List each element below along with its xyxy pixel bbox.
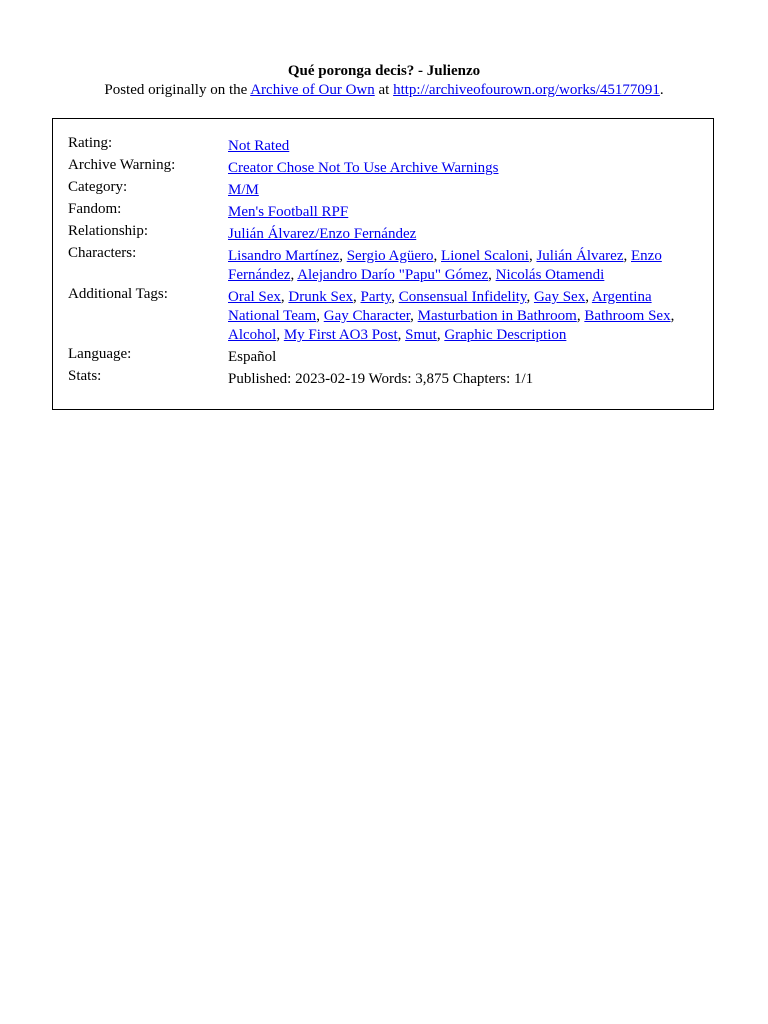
fandom-tags — [228, 203, 698, 225]
document-header — [0, 62, 768, 100]
work-metadata-box — [52, 118, 714, 410]
relationship-tags — [228, 225, 698, 247]
work-url-link[interactable]: http://archiveofourown.org/works/45177091 — [393, 82, 660, 98]
rating-tags — [228, 137, 698, 159]
archive-warning-label: Archive Warning: — [68, 157, 176, 173]
additional-tag-link[interactable]: Alcohol — [228, 327, 277, 343]
relationship-label: Relationship: — [68, 223, 148, 239]
category-label: Category: — [68, 179, 128, 195]
additional-tag-link[interactable]: Gay Character — [323, 308, 411, 324]
additional-tag-link[interactable]: My First AO3 Post — [283, 327, 398, 343]
archive-link[interactable]: Archive of Our Own — [250, 82, 375, 98]
character-tag-link[interactable]: Nicolás Otamendi — [495, 267, 605, 283]
additional-tag-link[interactable]: Bathroom Sex — [584, 308, 671, 324]
language-label: Language: — [68, 346, 132, 362]
relationship-tag-link[interactable]: Julián Álvarez/Enzo Fernández — [228, 226, 417, 242]
fandom-row — [68, 203, 698, 225]
character-tag-link[interactable]: Julián Álvarez — [536, 248, 624, 264]
work-metadata-table — [68, 137, 698, 392]
additional-tag-link[interactable]: Oral Sex — [228, 289, 281, 305]
additional-tags-label: Additional Tags: — [68, 286, 168, 302]
warning-tags — [228, 159, 698, 181]
rating-tag-link[interactable]: Not Rated — [228, 138, 290, 154]
category-row — [68, 181, 698, 203]
character-tag-link[interactable]: Sergio Agüero — [346, 248, 434, 264]
additional-tag-link[interactable]: Gay Sex — [533, 289, 586, 305]
additional-tag-link[interactable]: Party — [360, 289, 392, 305]
warning-tag-link[interactable]: Creator Chose Not To Use Archive Warnings — [228, 160, 499, 176]
additional-tag-link[interactable]: Graphic Description — [444, 327, 567, 343]
character-tag-link[interactable]: Enzo Fernández — [228, 248, 662, 283]
character-tag-link[interactable]: Lionel Scaloni — [441, 248, 529, 264]
character-tag-link[interactable]: Alejandro Darío "Papu" Gómez — [297, 267, 489, 283]
additional-tags-row — [68, 288, 698, 348]
category-tags — [228, 181, 698, 203]
additional-tags: Oral Sex, Drunk Sex, Party, Consensual Infidelity, Gay Sex, Argentina National Team, Gay Character, Masturbation in Bathroom, Bathroom Sex, Alcohol, My First AO3 Post, Smut, Graphic Description — [228, 289, 675, 343]
stats-label: Stats: — [68, 368, 102, 384]
additional-tag-link[interactable]: Masturbation in Bathroom — [417, 308, 577, 324]
category-tag-link[interactable]: M/M — [228, 182, 259, 198]
additional-tag-link[interactable]: Consensual Infidelity — [398, 289, 527, 305]
character-tags: Lisandro Martínez, Sergio Agüero, Lionel Scaloni, Julián Álvarez, Enzo Fernández, Alejandro Darío "Papu" Gómez, Nicolás Otamendi — [228, 248, 662, 283]
fandom-tag-link[interactable]: Men's Football RPF — [228, 204, 349, 220]
characters-row — [68, 247, 698, 288]
fandom-label: Fandom: — [68, 201, 122, 217]
posted-originally-line — [0, 81, 768, 100]
relationship-row — [68, 225, 698, 247]
at-text: at — [374, 82, 394, 98]
characters-label: Characters: — [68, 245, 137, 261]
language-value: Español — [228, 349, 277, 365]
end-period: . — [659, 82, 664, 98]
additional-tag-link[interactable]: Argentina National Team — [228, 289, 652, 324]
warning-row — [68, 159, 698, 181]
additional-tag-link[interactable]: Smut — [405, 327, 437, 343]
rating-row — [68, 137, 698, 159]
stats-row — [68, 370, 698, 392]
work-title: Qué poronga decis? - Julienzo — [287, 63, 481, 79]
stats-value: Published: 2023-02-19 Words: 3,875 Chapters: 1/1 — [228, 371, 534, 387]
posted-prefix: Posted originally on the — [104, 82, 251, 98]
additional-tag-link[interactable]: Drunk Sex — [288, 289, 353, 305]
rating-label: Rating: — [68, 135, 113, 151]
language-row — [68, 348, 698, 370]
character-tag-link[interactable]: Lisandro Martínez — [228, 248, 340, 264]
